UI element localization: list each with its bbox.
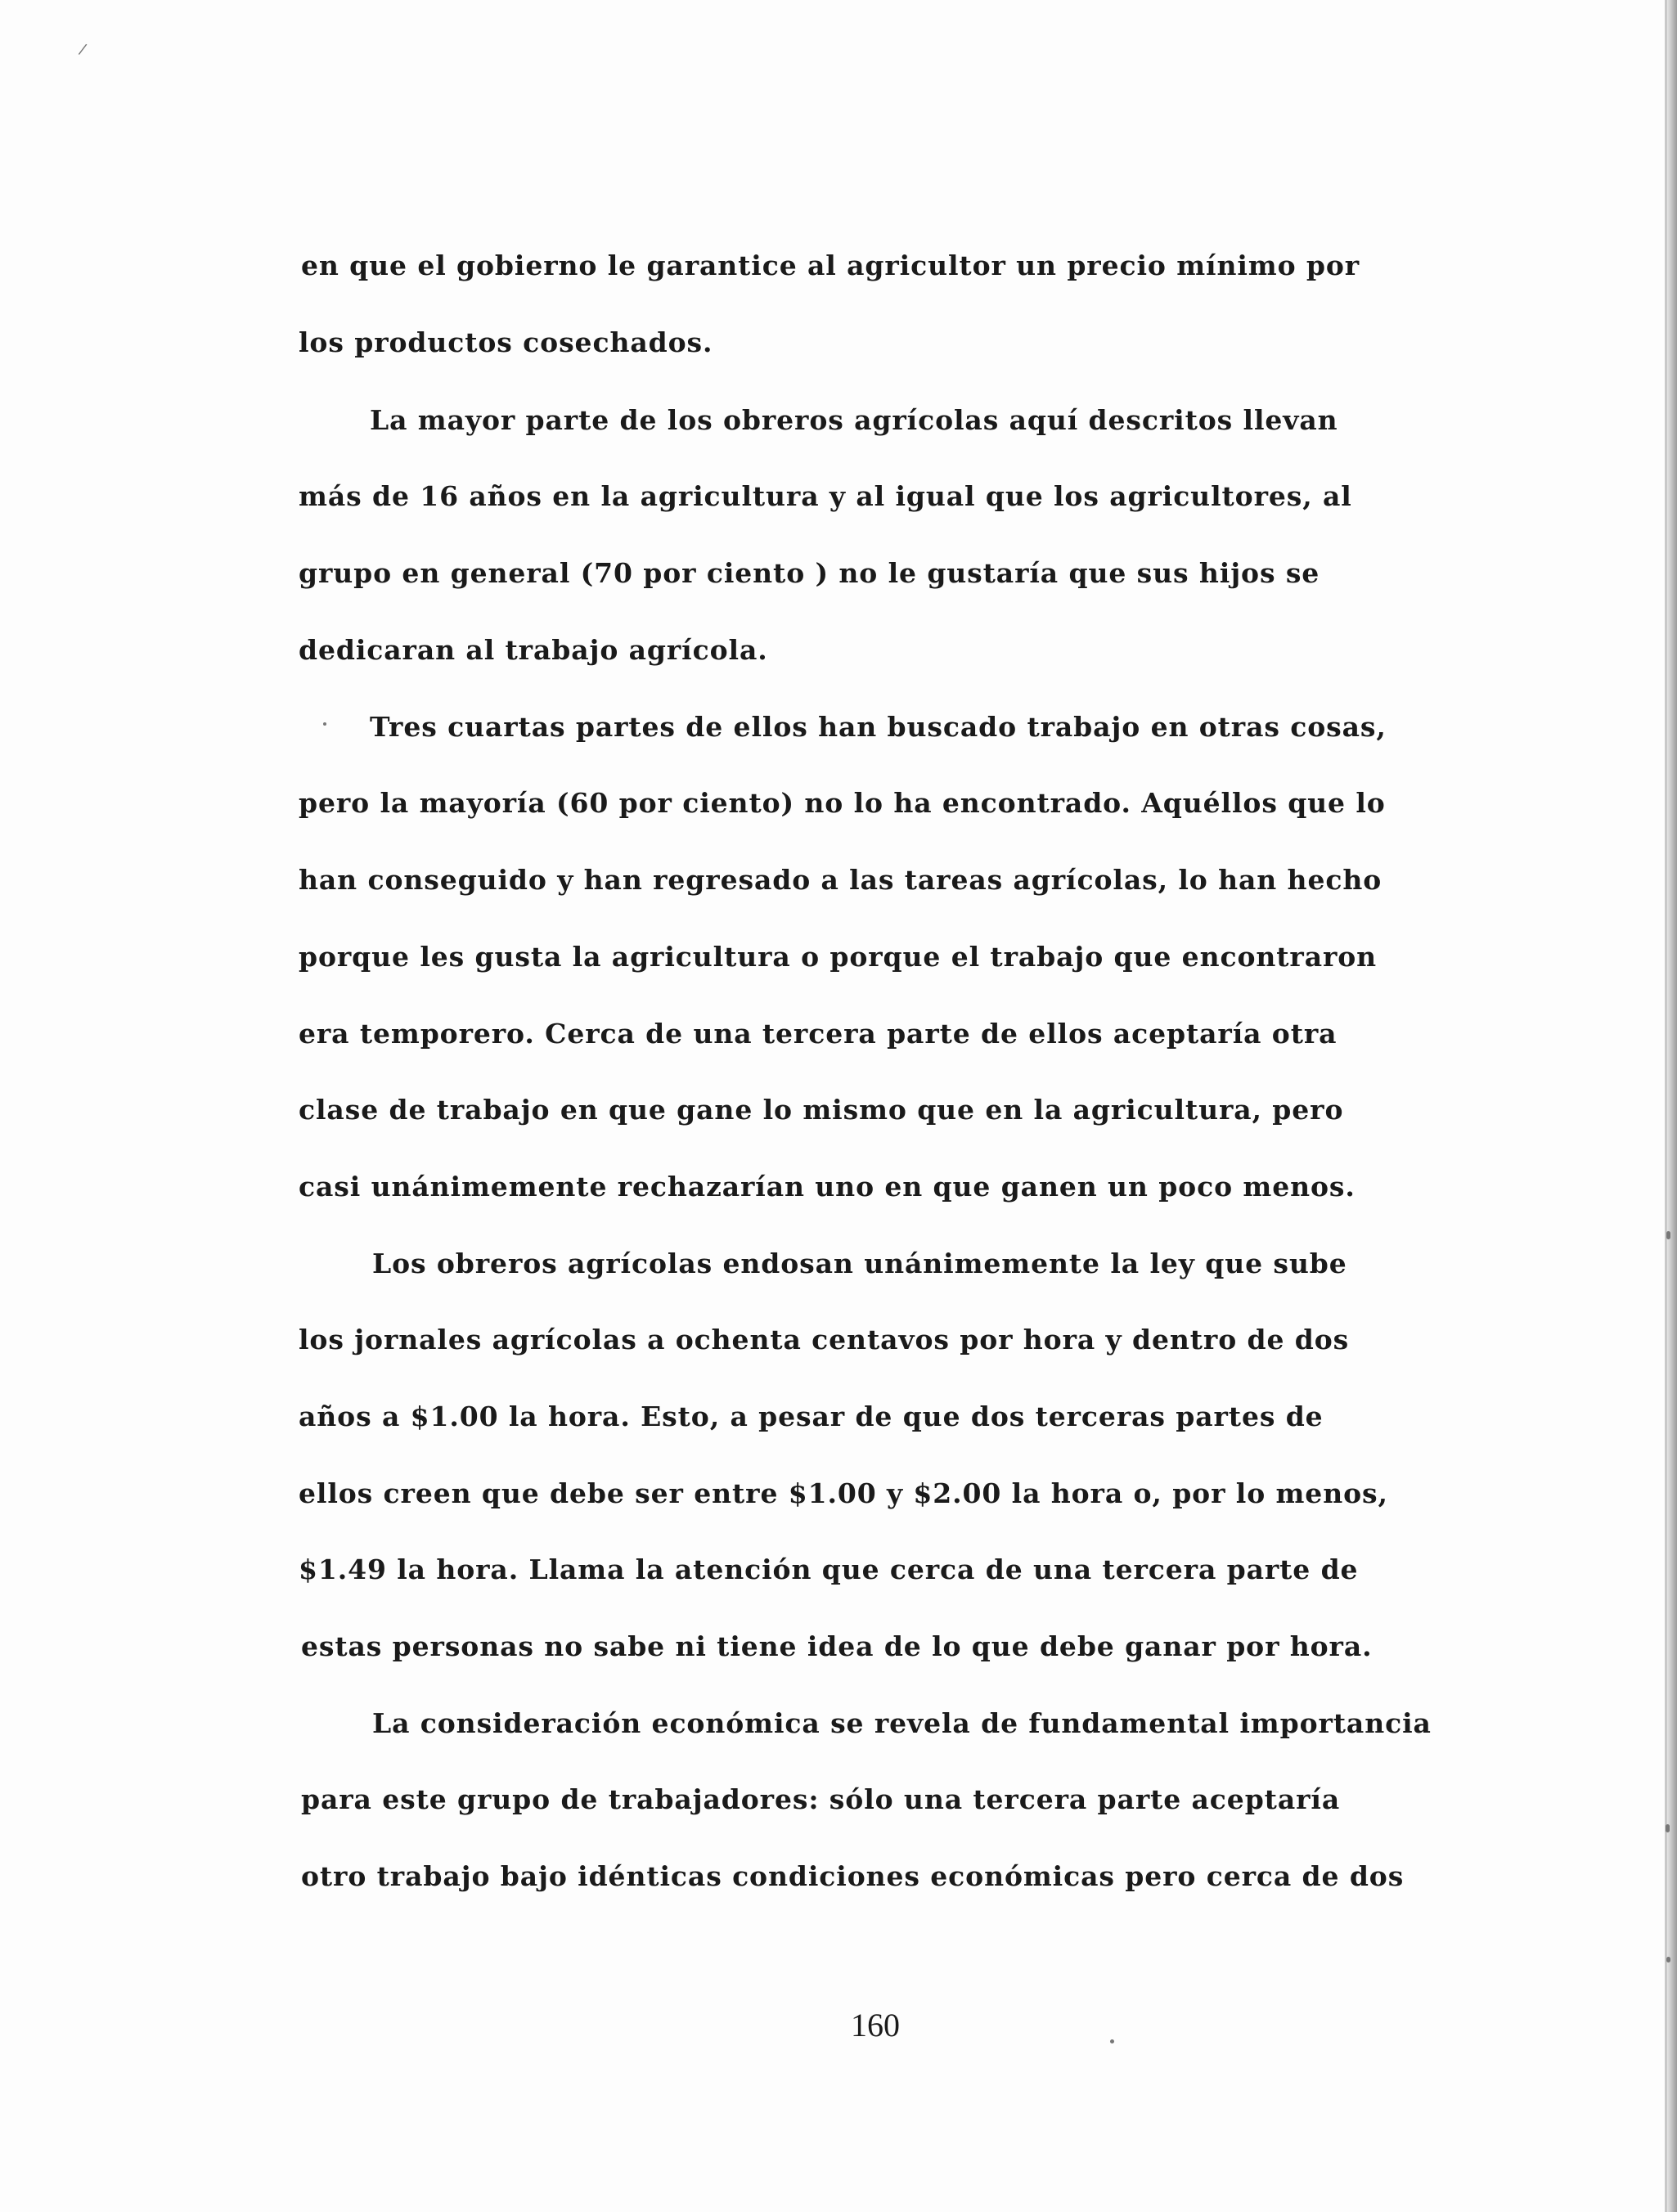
text-line: La consideración económica se revela de fundamental importancia <box>372 1707 1432 1739</box>
text-line: más de 16 años en la agricultura y al igual que los agricultores, al <box>299 480 1352 512</box>
text-line: estas personas no sabe ni tiene idea de lo que debe ganar por hora. <box>301 1630 1373 1662</box>
scan-speck <box>323 722 326 726</box>
stray-pen-mark: / <box>77 40 88 59</box>
text-line: porque les gusta la agricultura o porque el trabajo que encontraron <box>299 941 1378 973</box>
scan-edge-shadow <box>1667 0 1677 2212</box>
text-line: ellos creen que debe ser entre $1.00 y $2.00 la hora o, por lo menos, <box>299 1477 1388 1509</box>
page-number: 160 <box>851 2007 900 2043</box>
scan-speck <box>1666 1231 1670 1239</box>
scan-speck <box>1666 1824 1670 1832</box>
text-line: $1.49 la hora. Llama la atención que cerca de una tercera parte de <box>299 1553 1359 1585</box>
text-line: han conseguido y han regresado a las tareas agrícolas, lo han hecho <box>299 864 1383 896</box>
text-line: casi unánimemente rechazarían uno en que ganen un poco menos. <box>299 1171 1356 1203</box>
text-line: los productos cosechados. <box>299 326 713 358</box>
scan-speck <box>1110 2039 1114 2043</box>
text-line: La mayor parte de los obreros agrícolas aquí descritos llevan <box>370 404 1338 436</box>
text-line: Los obreros agrícolas endosan unánimemente la ley que sube <box>372 1248 1347 1279</box>
text-line: los jornales agrícolas a ochenta centavos por hora y dentro de dos <box>299 1324 1350 1356</box>
text-line: grupo en general (70 por ciento ) no le gustaría que sus hijos se <box>299 557 1320 589</box>
scan-speck <box>1666 1957 1670 1962</box>
text-line: otro trabajo bajo idénticas condiciones económicas pero cerca de dos <box>301 1860 1405 1892</box>
text-line: clase de trabajo en que gane lo mismo que en la agricultura, pero <box>299 1094 1344 1126</box>
text-line: para este grupo de trabajadores: sólo una tercera parte aceptaría <box>301 1783 1341 1815</box>
text-line: era temporero. Cerca de una tercera parte de ellos aceptaría otra <box>299 1018 1338 1050</box>
text-line: pero la mayoría (60 por ciento) no lo ha encontrado. Aquéllos que lo <box>299 787 1386 819</box>
text-line: en que el gobierno le garantice al agricultor un precio mínimo por <box>301 250 1360 281</box>
text-line: dedicaran al trabajo agrícola. <box>299 634 768 666</box>
text-line: años a $1.00 la hora. Esto, a pesar de que dos terceras partes de <box>299 1400 1324 1432</box>
text-line: Tres cuartas partes de ellos han buscado trabajo en otras cosas, <box>370 711 1387 743</box>
